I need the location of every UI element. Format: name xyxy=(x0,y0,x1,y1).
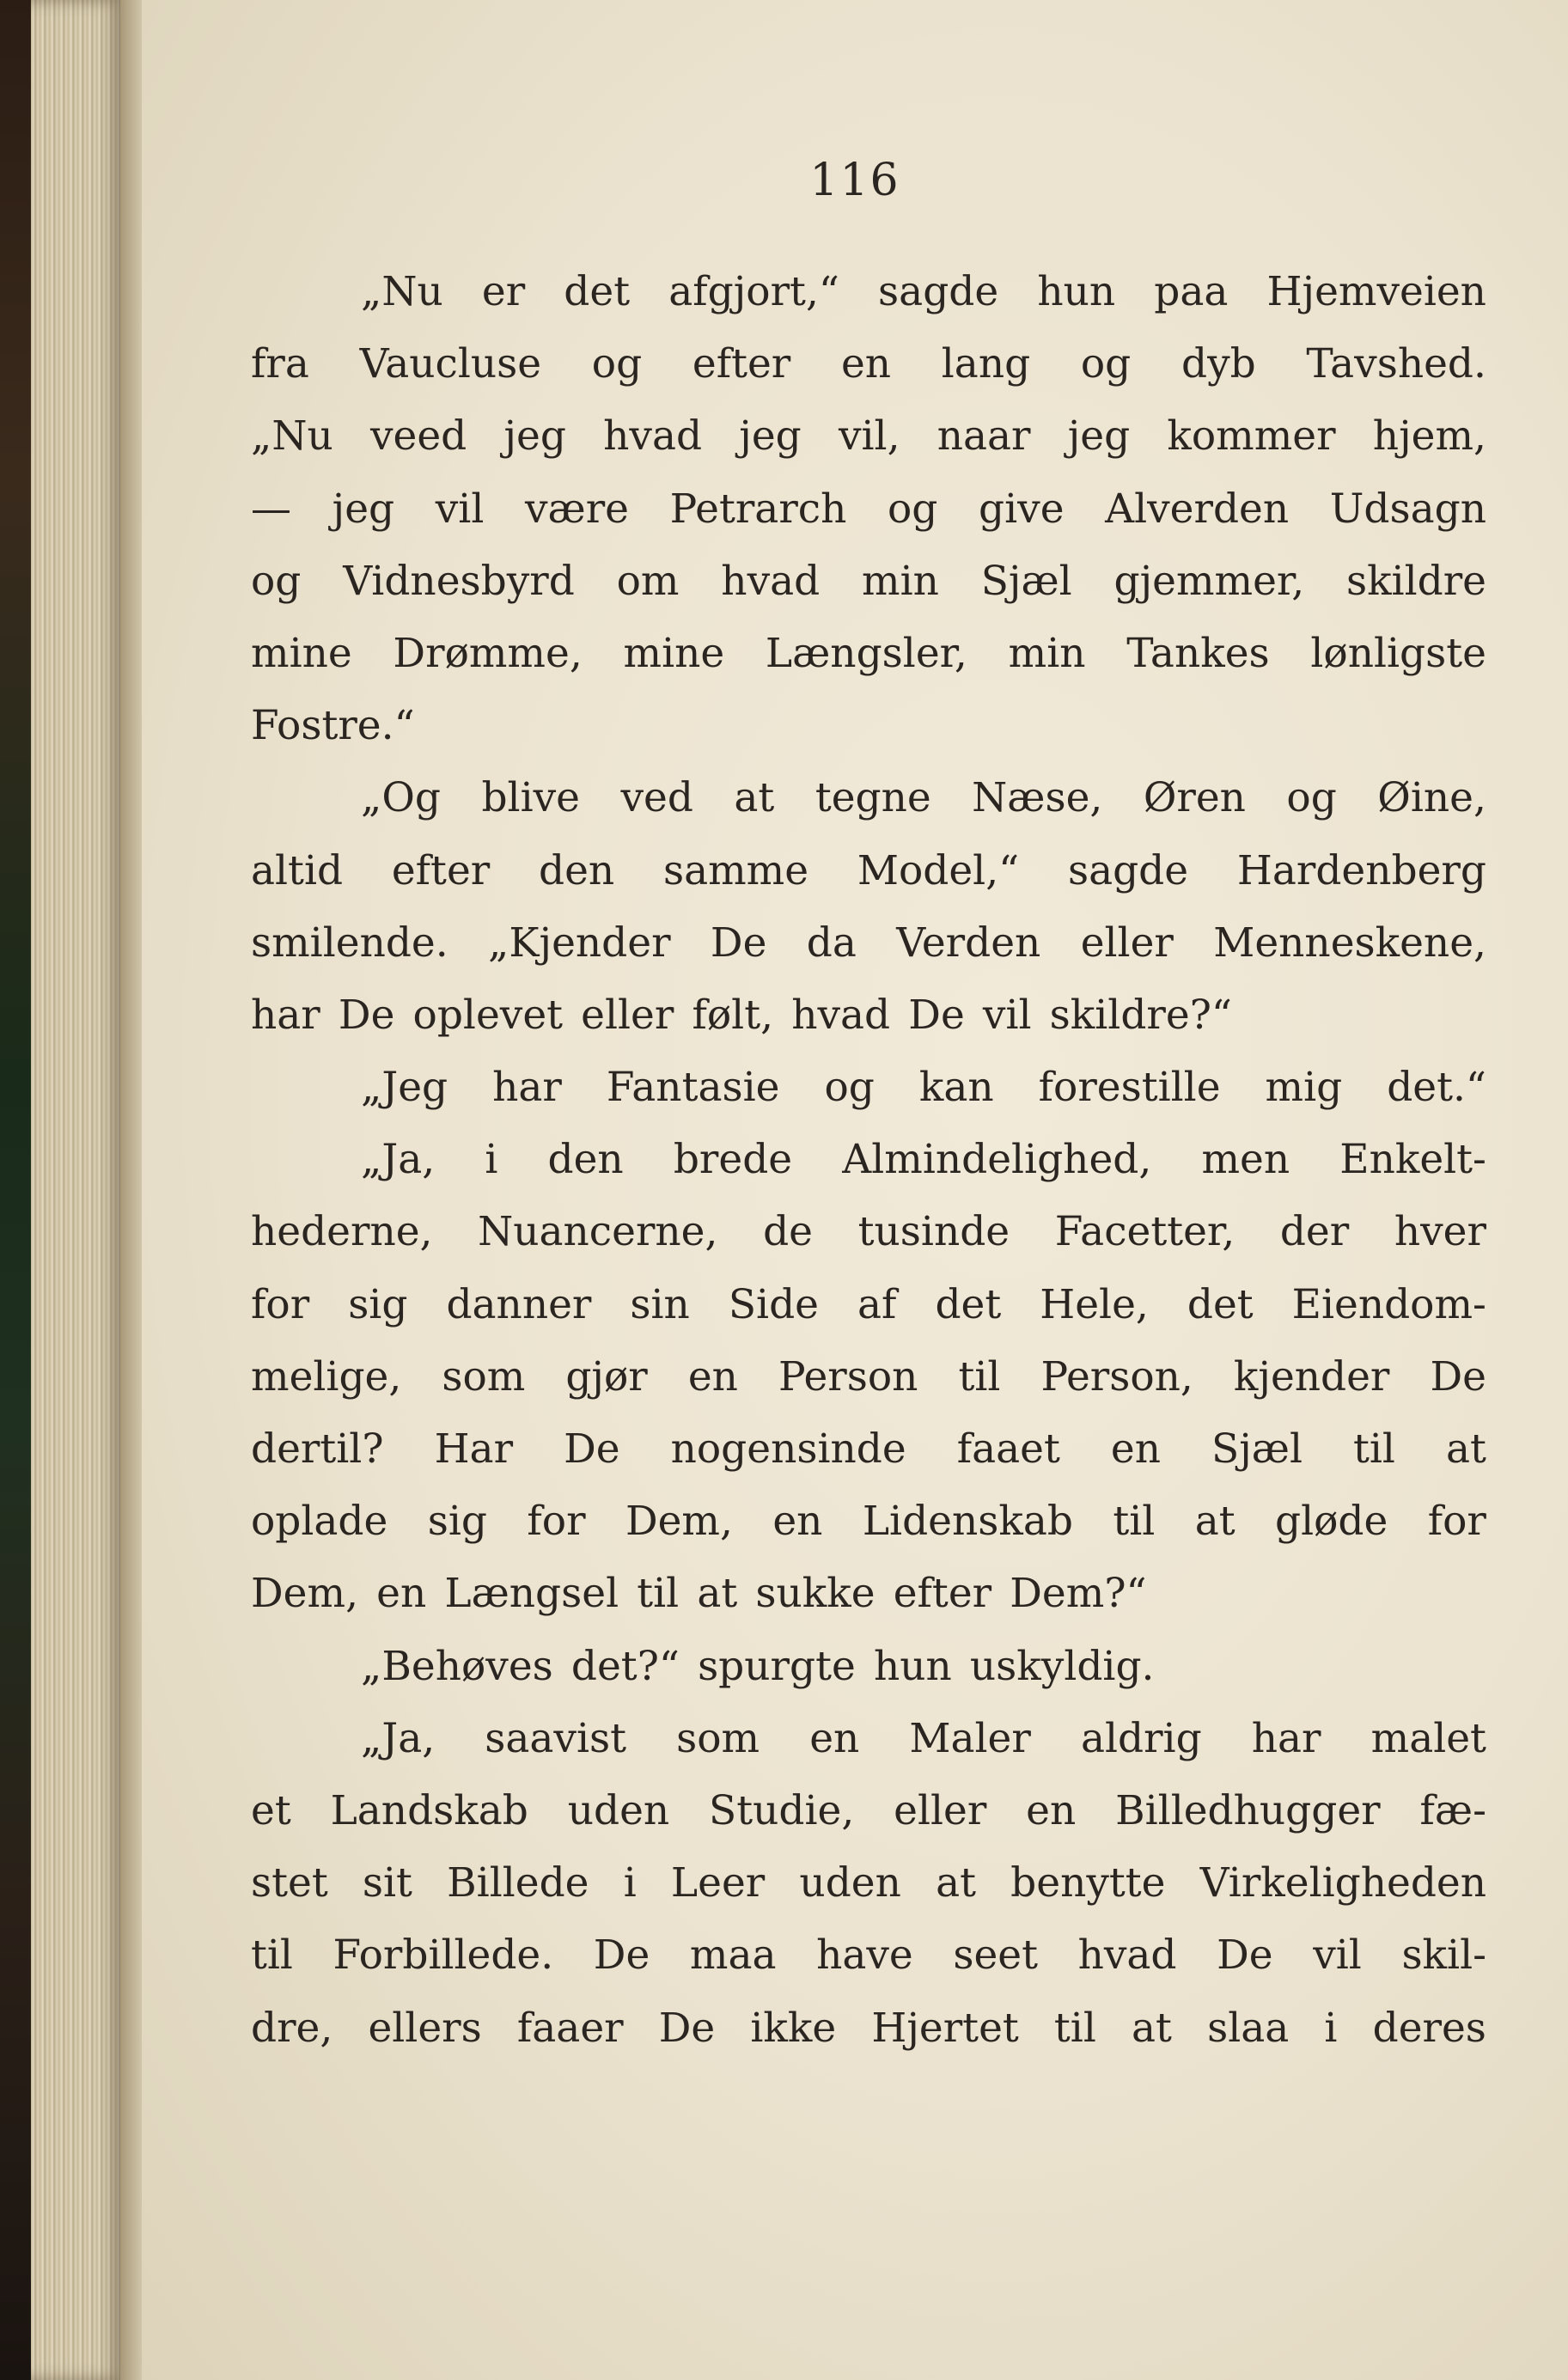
word: hun xyxy=(873,1642,952,1690)
text-line xyxy=(251,473,1486,546)
word: De xyxy=(338,991,395,1039)
word: Menneskene, xyxy=(1213,918,1486,967)
word: Dem, xyxy=(625,1498,733,1546)
word: lang xyxy=(941,340,1031,388)
word: blive xyxy=(481,774,580,822)
word: der xyxy=(1279,1208,1350,1256)
word: Har xyxy=(434,1425,514,1473)
word: og xyxy=(1080,340,1132,388)
word: har xyxy=(492,1064,562,1112)
word: aldrig xyxy=(1080,1714,1202,1762)
word: „Ja, xyxy=(361,1714,436,1762)
word: til xyxy=(1113,1498,1156,1546)
word: samme xyxy=(662,846,809,894)
word: kommer xyxy=(1167,412,1336,461)
word: min xyxy=(1008,629,1086,677)
word: Studie, xyxy=(709,1786,855,1834)
text-line xyxy=(251,1269,1486,1341)
word: af xyxy=(857,1280,897,1328)
word: vil, xyxy=(838,412,900,461)
word: en xyxy=(376,1570,427,1618)
text-line xyxy=(251,1775,1486,1847)
word: som xyxy=(442,1352,526,1401)
word: Facetter, xyxy=(1054,1208,1235,1256)
word: Fostre.“ xyxy=(251,702,415,750)
word: smilende. xyxy=(251,918,448,967)
word: altid xyxy=(251,846,344,894)
word: Person xyxy=(778,1352,918,1401)
page-number: 116 xyxy=(809,155,900,206)
word: Alverden xyxy=(1105,485,1290,533)
word: det xyxy=(935,1280,1002,1328)
word: Maler xyxy=(909,1714,1031,1762)
word: danner xyxy=(446,1280,592,1328)
text-line xyxy=(251,979,1486,1052)
text-line xyxy=(251,328,1486,400)
word: slaa xyxy=(1207,2004,1290,2052)
word: lønligste xyxy=(1310,629,1486,677)
text-line xyxy=(251,1703,1486,1775)
word: Udsagn xyxy=(1329,485,1486,533)
word: gjemmer, xyxy=(1113,557,1305,605)
word: gjør xyxy=(565,1352,648,1401)
word: Hele, xyxy=(1040,1280,1149,1328)
word: til xyxy=(1053,2004,1096,2052)
word: efter xyxy=(692,340,791,388)
word: Øine, xyxy=(1377,774,1486,822)
word: paa xyxy=(1154,268,1229,315)
word: hederne, xyxy=(251,1208,433,1256)
word: „Ja, xyxy=(361,1136,436,1184)
text-line xyxy=(251,1052,1486,1124)
word: Person, xyxy=(1040,1352,1193,1401)
word: den xyxy=(539,846,615,894)
text-line xyxy=(251,907,1486,979)
word: Længsler, xyxy=(765,629,967,677)
word: Nuancerne, xyxy=(478,1208,718,1256)
word: De xyxy=(1217,1931,1273,1980)
word: Forbillede. xyxy=(333,1931,554,1980)
word: Leer xyxy=(670,1859,766,1907)
text-line xyxy=(251,256,1486,328)
word: De xyxy=(1430,1352,1486,1401)
word: sig xyxy=(348,1280,408,1328)
text-line xyxy=(251,1919,1486,1992)
word: for xyxy=(527,1498,586,1546)
word: og xyxy=(824,1064,875,1112)
word: Tavshed. xyxy=(1306,340,1486,388)
word: afgjort,“ xyxy=(668,268,839,315)
word: kan xyxy=(918,1064,994,1112)
word: De xyxy=(593,1931,650,1980)
word: dyb xyxy=(1181,340,1256,388)
word: har xyxy=(1251,1714,1321,1762)
word: skildre?“ xyxy=(1049,991,1232,1039)
page-edges-stack xyxy=(31,0,125,2380)
word: veed xyxy=(369,412,467,461)
word: ellers xyxy=(368,2004,482,2052)
word: Landskab xyxy=(330,1786,528,1834)
word: Længsel xyxy=(444,1570,619,1618)
word: „Kjender xyxy=(488,918,671,967)
text-line xyxy=(251,618,1486,690)
word: for xyxy=(251,1280,310,1328)
word: Hjertet xyxy=(871,2004,1019,2052)
word: tegne xyxy=(815,774,931,822)
word: til xyxy=(251,1931,293,1980)
text-line xyxy=(251,1196,1486,1268)
word: et xyxy=(251,1786,291,1834)
word: det.“ xyxy=(1387,1064,1486,1112)
word: til xyxy=(958,1352,1001,1401)
word: det xyxy=(1187,1280,1254,1328)
word: „Og xyxy=(361,774,441,822)
word: sin xyxy=(630,1280,690,1328)
word: jeg xyxy=(739,412,802,461)
word: eller xyxy=(1080,918,1174,967)
word: uskyldig. xyxy=(969,1642,1155,1690)
word: at xyxy=(1194,1498,1235,1546)
word: den xyxy=(547,1136,624,1184)
word: efter xyxy=(893,1570,992,1618)
word: Sjæl xyxy=(980,557,1072,605)
word: Fantasie xyxy=(606,1064,780,1112)
word: — xyxy=(251,485,291,533)
word: eller xyxy=(581,991,674,1039)
word: Drømme, xyxy=(393,629,583,677)
word: Almindelighed, xyxy=(842,1136,1152,1184)
word: saavist xyxy=(485,1714,627,1762)
word: for xyxy=(1427,1498,1486,1546)
word: har xyxy=(251,991,320,1039)
word: Vidnesbyrd xyxy=(343,557,575,605)
word: hvad xyxy=(603,412,703,461)
word: fæ- xyxy=(1419,1786,1486,1834)
word: og xyxy=(1286,774,1337,822)
word: i xyxy=(485,1136,498,1184)
word: ved xyxy=(620,774,693,822)
word: sagde xyxy=(878,268,999,315)
word: melige, xyxy=(251,1352,402,1401)
word: uden xyxy=(567,1786,670,1834)
word: Petrarch xyxy=(669,485,847,533)
word: og xyxy=(888,485,938,533)
word: men xyxy=(1201,1136,1290,1184)
word: stet xyxy=(251,1859,328,1907)
text-line xyxy=(251,1558,1486,1630)
word: vil xyxy=(1313,1931,1362,1980)
word: „Jeg xyxy=(361,1064,448,1112)
word: til xyxy=(1353,1425,1395,1473)
text-line xyxy=(251,690,1486,762)
text-line xyxy=(251,1341,1486,1413)
word: brede xyxy=(673,1136,793,1184)
word: naar xyxy=(937,412,1031,461)
word: Lidenskab xyxy=(862,1498,1073,1546)
word: hvad xyxy=(1077,1931,1177,1980)
word: faaer xyxy=(516,2004,624,2052)
word: fra xyxy=(251,340,309,388)
word: spurgte xyxy=(698,1642,856,1690)
word: en xyxy=(840,340,892,388)
word: sukke xyxy=(755,1570,876,1618)
word: „Behøves xyxy=(361,1642,553,1690)
word: have xyxy=(816,1931,913,1980)
word: malet xyxy=(1370,1714,1486,1762)
word: Næse, xyxy=(972,774,1103,822)
word: Side xyxy=(728,1280,819,1328)
word: sig xyxy=(427,1498,487,1546)
word: Øren xyxy=(1143,774,1246,822)
word: uden xyxy=(799,1859,901,1907)
word: Billedhugger xyxy=(1115,1786,1381,1834)
word: ikke xyxy=(750,2004,837,2052)
word: De xyxy=(564,1425,620,1473)
text-line xyxy=(251,1631,1486,1703)
word: tusinde xyxy=(857,1208,1010,1256)
word: hun xyxy=(1037,268,1116,315)
word: Tankes xyxy=(1126,629,1270,677)
word: som xyxy=(676,1714,760,1762)
word: i xyxy=(623,1859,637,1907)
word: deres xyxy=(1372,2004,1486,2052)
word: give xyxy=(979,485,1065,533)
word: mine xyxy=(623,629,725,677)
text-line xyxy=(251,762,1486,834)
word: maa xyxy=(689,1931,777,1980)
word: Hjemveien xyxy=(1266,268,1486,315)
text-line xyxy=(251,835,1486,907)
word: at xyxy=(1132,2004,1172,2052)
word: være xyxy=(524,485,629,533)
word: jeg xyxy=(503,412,566,461)
word: sagde xyxy=(1067,846,1189,894)
word: mig xyxy=(1265,1064,1343,1112)
word: Dem?“ xyxy=(1010,1570,1147,1618)
word: Eiendom- xyxy=(1291,1280,1486,1328)
word: De xyxy=(908,991,965,1039)
word: forestille xyxy=(1038,1064,1221,1112)
word: dertil? xyxy=(251,1425,384,1473)
word: nogensinde xyxy=(670,1425,906,1473)
word: vil xyxy=(982,991,1032,1039)
word: De xyxy=(658,2004,716,2052)
text-line xyxy=(251,400,1486,473)
word: det?“ xyxy=(570,1642,680,1690)
word: til xyxy=(637,1570,680,1618)
word: skildre xyxy=(1345,557,1486,605)
word: en xyxy=(1110,1425,1161,1473)
word: de xyxy=(763,1208,813,1256)
word: dre, xyxy=(251,2004,333,2052)
word: seet xyxy=(953,1931,1038,1980)
word: sit xyxy=(362,1859,412,1907)
word: oplade xyxy=(251,1498,388,1546)
text-line xyxy=(251,1486,1486,1558)
word: det xyxy=(564,268,631,315)
word: hver xyxy=(1394,1208,1486,1256)
word: er xyxy=(481,268,526,315)
word: at xyxy=(734,774,775,822)
word: hvad xyxy=(721,557,821,605)
word: „Nu xyxy=(251,412,333,461)
word: Enkelt- xyxy=(1339,1136,1486,1184)
word: Sjæl xyxy=(1211,1425,1303,1473)
text-line xyxy=(251,1124,1486,1196)
word: Model,“ xyxy=(857,846,1020,894)
word: min xyxy=(862,557,939,605)
word: at xyxy=(697,1570,738,1618)
word: De xyxy=(710,918,767,967)
word: gløde xyxy=(1275,1498,1388,1546)
word: mine xyxy=(251,629,352,677)
body-text xyxy=(251,256,1486,2065)
word: oplevet xyxy=(412,991,564,1039)
word: skil- xyxy=(1401,1931,1486,1980)
word: om xyxy=(616,557,680,605)
word: „Nu xyxy=(361,268,443,315)
word: da xyxy=(806,918,857,967)
word: at xyxy=(936,1859,976,1907)
word: i xyxy=(1324,2004,1338,2052)
word: og xyxy=(251,557,302,605)
word: vil xyxy=(435,485,485,533)
text-line xyxy=(251,1992,1486,2065)
word: benytte xyxy=(1010,1859,1166,1907)
word: en xyxy=(1026,1786,1077,1834)
word: kjender xyxy=(1233,1352,1390,1401)
word: og xyxy=(591,340,643,388)
word: en xyxy=(687,1352,738,1401)
word: efter xyxy=(391,846,491,894)
word: faaet xyxy=(956,1425,1060,1473)
word: Verden xyxy=(896,918,1041,967)
word: Hardenberg xyxy=(1236,846,1486,894)
word: en xyxy=(772,1498,823,1546)
word: eller xyxy=(894,1786,987,1834)
word: hvad xyxy=(791,991,891,1039)
word: Billede xyxy=(447,1859,589,1907)
word: at xyxy=(1446,1425,1486,1473)
word: Dem, xyxy=(251,1570,359,1618)
word: følt, xyxy=(692,991,774,1039)
word: en xyxy=(809,1714,860,1762)
word: Vaucluse xyxy=(359,340,542,388)
text-line xyxy=(251,546,1486,618)
word: jeg xyxy=(332,485,395,533)
text-line xyxy=(251,1847,1486,1919)
word: jeg xyxy=(1067,412,1131,461)
word: Virkeligheden xyxy=(1199,1859,1486,1907)
text-line xyxy=(251,1413,1486,1486)
word: hjem, xyxy=(1372,412,1486,461)
